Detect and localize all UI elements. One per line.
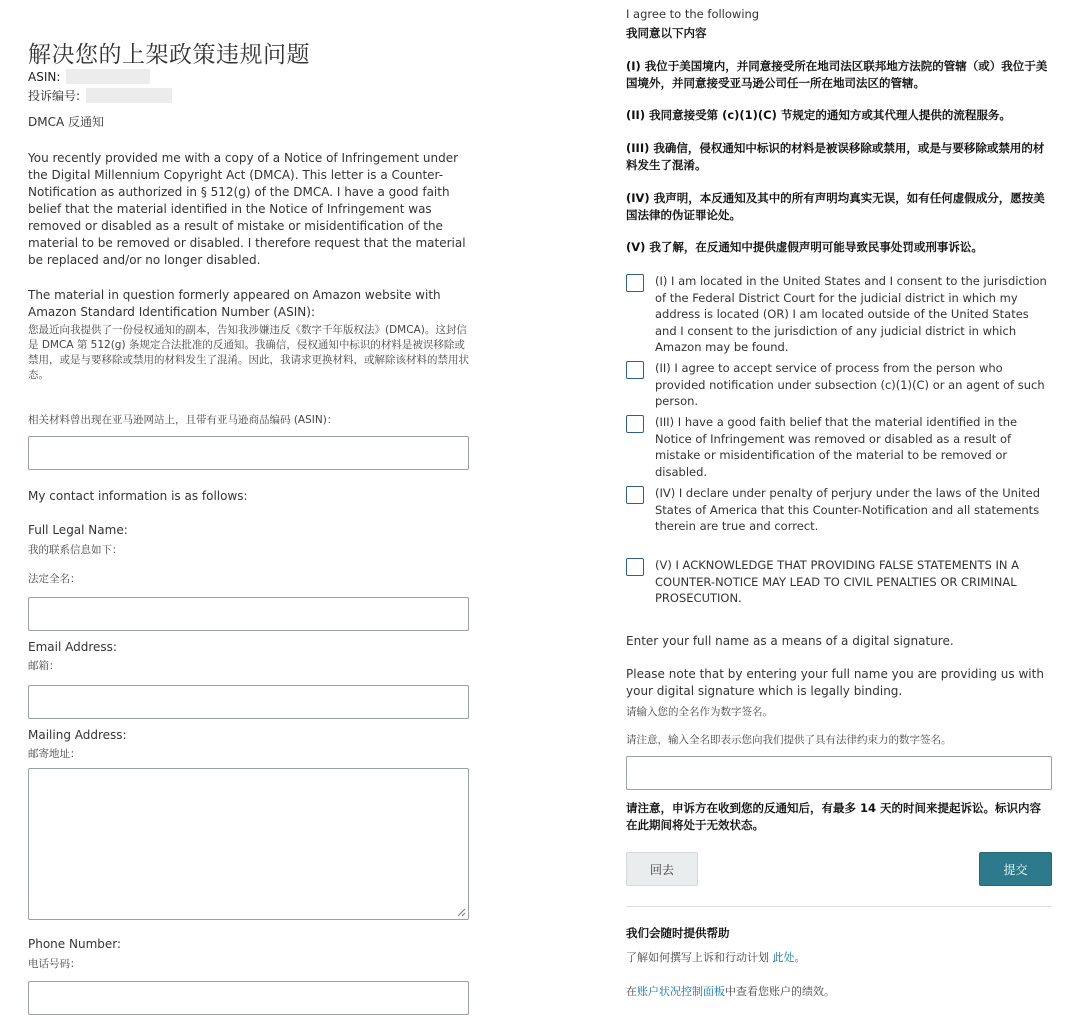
mailing-label-en: Mailing Address: [28, 728, 127, 742]
asin-field-label: 相关材料曾出现在亚马逊网站上，且带有亚马逊商品编码 (ASIN)： [28, 414, 338, 426]
asin-input[interactable] [28, 436, 469, 470]
checkbox-good-faith[interactable] [626, 415, 644, 433]
help-line-appeal-text: 了解如何撰写上诉和行动计划 [626, 951, 773, 964]
resize-handle-icon[interactable] [457, 908, 466, 917]
intro-paragraph-zh: 您最近向我提供了一份侵权通知的副本，告知我涉嫌违反《数字千年版权法》(DMCA)。这封信是 DMCA 第 512(g) 条规定合法批准的反通知。我确信，侵权通知中标识的材料是被误移除或禁用，或是与要移除或禁用的材料发生了混淆。因此，我请求更换材料，或解除该材料的禁用状态。 [28, 324, 469, 381]
checkbox-perjury[interactable] [626, 486, 644, 504]
checkbox-label-good-faith: (III) I have a good faith belief that the material identified in the Notice of Infringement was removed or disabled as a result of mistake or misidentification of the material to be removed or disabled. [655, 415, 1018, 479]
signature-note-zh: 请注意，输入全名即表示您向我们提供了具有法律约束力的数字签名。 [626, 734, 952, 746]
complaint-row [28, 87, 172, 104]
intro-paragraph-en: You recently provided me with a copy of a Notice of Infringement under the Digital Millennium Copyright Act (DMCA). This letter is a Counter-Notification as authorized in § 512(g) of the DMCA. I have a good faith belief that the material identified in the Notice of Infringement was removed or disabled as a result of mistake or misidentification of the material to be removed or disabled. I therefore request that the material be replaced and/or no longer disabled. [28, 151, 466, 267]
help-line-account-suffix: 中查看您账户的绩效。 [725, 985, 835, 998]
checkbox-label-false-statements: (V) I ACKNOWLEDGE THAT PROVIDING FALSE STATEMENTS IN A COUNTER-NOTICE MAY LEAD TO CIVIL PENALTIES OR CRIMINAL PROSECUTION. [655, 558, 1019, 605]
submit-button[interactable]: 提交 [979, 852, 1052, 886]
asin-row [28, 69, 150, 84]
help-line-account-health [626, 984, 1052, 999]
checkbox-label-service-of-process: (II) I agree to accept service of process from the person who provided notification under subsection (c)(1)(C) or an agent of such person. [655, 361, 1045, 408]
divider [626, 906, 1052, 907]
mailing-address-textarea[interactable] [28, 768, 469, 920]
statement-zh-3: (III) 我确信，侵权通知中标识的材料是被误移除或禁用，或是与要移除或禁用的材料发生了混淆。 [626, 141, 1045, 172]
agree-heading-zh: 我同意以下内容 [626, 26, 707, 40]
help-title: 我们会随时提供帮助 [626, 926, 730, 940]
page-title: 解决您的上架政策违规问题 [28, 42, 310, 68]
help-line-appeal [626, 950, 1052, 965]
mailing-label-zh: 邮寄地址： [28, 748, 81, 760]
back-button[interactable]: 回去 [626, 852, 698, 886]
help-here-link[interactable]: 此处 [772, 951, 795, 964]
checkbox-label-jurisdiction: (I) I am located in the United States and I consent to the jurisdiction of the Federal District Court for the judicial district in which my address is located (OR) I am located outside of the United States and I consent to the jurisdiction of any judicial district in which Amazon may be found. [655, 274, 1047, 354]
help-line-appeal-end: 。 [794, 951, 806, 964]
contact-intro-zh: 我的联系信息如下： [28, 544, 123, 556]
statement-zh-5: (V) 我了解，在反通知中提供虚假声明可能导致民事处罚或刑事诉讼。 [626, 240, 983, 254]
full-name-label-zh: 法定全名： [28, 573, 81, 585]
full-name-input[interactable] [28, 597, 469, 631]
help-line-account-prefix: 在 [626, 985, 637, 998]
litigation-warning: 请注意，申诉方在收到您的反通知后，有最多 14 天的时间来提起诉讼。标识内容在此期间将处于无效状态。 [626, 801, 1042, 832]
email-input[interactable] [28, 685, 469, 719]
digital-signature-input[interactable] [626, 756, 1052, 790]
statement-zh-4: (IV) 我声明，本反通知及其中的所有声明均真实无误，如有任何虚假成分，愿按美国法律的伪证罪论处。 [626, 191, 1045, 222]
material-paragraph-en: The material in question formerly appeared on Amazon website with Amazon Standard Identification Number (ASIN): [28, 288, 441, 319]
signature-intro-zh: 请输入您的全名作为数字签名。 [626, 706, 773, 718]
full-name-label-en: Full Legal Name: [28, 523, 128, 537]
checkbox-false-statements[interactable] [626, 558, 644, 576]
redacted-complaint-id [86, 88, 172, 103]
statement-zh-1: (I) 我位于美国境内，并同意接受所在地司法区联邦地方法院的管辖（或）我位于美国境外，并同意接受亚马逊公司任一所在地司法区的管辖。 [626, 59, 1048, 90]
complaint-label: 投诉编号: [28, 89, 81, 103]
email-label-en: Email Address: [28, 640, 117, 654]
agree-heading-en: I agree to the following [626, 7, 760, 21]
counter-notice-form-right [626, 0, 1052, 1020]
notice-type: DMCA 反通知 [28, 115, 104, 129]
signature-note-en: Please note that by entering your full name you are providing us with your digital signature which is legally binding. [626, 667, 1044, 698]
signature-intro-en: Enter your full name as a means of a digital signature. [626, 634, 954, 648]
counter-notice-form-left [28, 0, 470, 1020]
email-label-zh: 邮箱： [28, 660, 60, 672]
asin-label: ASIN: [28, 69, 61, 84]
phone-label-zh: 电话号码： [28, 958, 81, 970]
checkbox-label-perjury: (IV) I declare under penalty of perjury under the laws of the United States of America that this Counter-Notification and all statements therein are true and correct. [655, 486, 1041, 533]
phone-input[interactable] [28, 981, 469, 1015]
redacted-asin [66, 69, 150, 84]
phone-label-en: Phone Number: [28, 937, 122, 951]
statement-zh-2: (II) 我同意接受第 (c)(1)(C) 节规定的通知方或其代理人提供的流程服务。 [626, 108, 1011, 122]
contact-intro: My contact information is as follows: [28, 489, 248, 503]
checkbox-jurisdiction[interactable] [626, 274, 644, 292]
checkbox-service-of-process[interactable] [626, 361, 644, 379]
account-health-dashboard-link[interactable]: 账户状况控制面板 [637, 985, 725, 998]
